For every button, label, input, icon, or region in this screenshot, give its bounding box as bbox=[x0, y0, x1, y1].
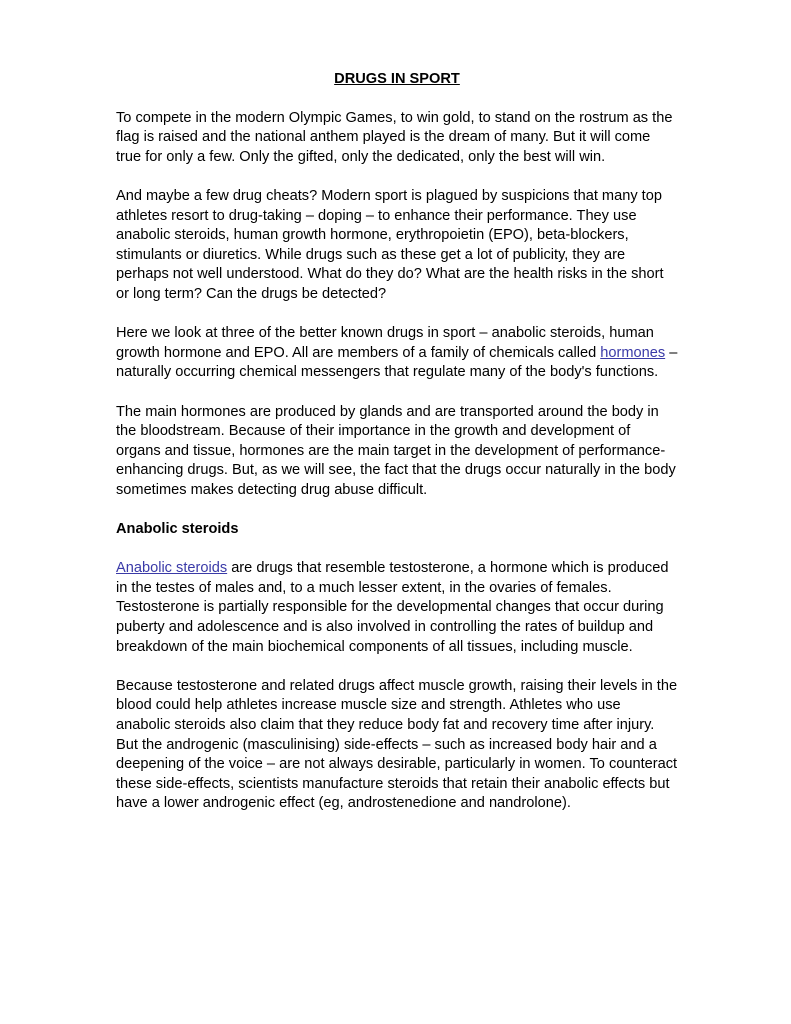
paragraph-anabolic-steroids bbox=[116, 559, 678, 657]
hormones-link[interactable]: hormones bbox=[600, 344, 666, 361]
paragraph-hormones-intro bbox=[116, 324, 678, 383]
document-title: DRUGS IN SPORT bbox=[334, 71, 460, 87]
anabolic-steroids-link[interactable]: Anabolic steroids bbox=[116, 560, 228, 577]
paragraph-testosterone-effects: Because testosterone and related drugs affect muscle growth, raising their levels in the blood could help athletes increase muscle size and strength. Athletes who use anabolic steroids also claim that they reduce body fat and recovery time after injury. But the androgenic (masculinising) side-effects – such as increased body hair and a deepening of the voice – are not always desirable, particularly in women. To counteract these side-effects, scientists manufacture steroids that retain their anabolic effects but have a lower androgenic effect (eg, androstenedione and nandrolone). bbox=[116, 677, 678, 812]
section-heading-anabolic-steroids: Anabolic steroids bbox=[116, 521, 239, 538]
document-page bbox=[116, 70, 678, 834]
paragraph-hormones-intro-text-end: – naturally occurring chemical messengers that regulate many of the body's functions. bbox=[116, 344, 678, 381]
paragraph-hormones-intro-text-start: Here we look at three of the better known drugs in sport – anabolic steroids, human growth hormone and EPO. All are members of a family of chemicals called bbox=[116, 325, 654, 361]
paragraph-anabolic-steroids-text: are drugs that resemble testosterone, a hormone which is produced in the testes of males and, to a much lesser extent, in the ovaries of females. Testosterone is partially responsible for the developmental changes that occur during puberty and adolescence and is also involved in controlling the rates of buildup and breakdown of the main biochemical components of all tissues, including muscle. bbox=[116, 560, 669, 655]
paragraph-drug-cheats: And maybe a few drug cheats? Modern sport is plagued by suspicions that many top athletes resort to drug-taking – doping – to enhance their performance. They use anabolic steroids, human growth hormone, erythropoietin (EPO), beta-blockers, stimulants or diuretics. While drugs such as these get a lot of publicity, they are perhaps not well understood. What do they do? What are the health risks in the short or long term? Can the drugs be detected? bbox=[116, 187, 664, 302]
paragraph-intro: To compete in the modern Olympic Games, to win gold, to stand on the rostrum as the flag is raised and the national anthem played is the dream of many. But it will come true for only a few. Only the gifted, only the dedicated, only the best will win. bbox=[116, 109, 673, 165]
paragraph-main-hormones: The main hormones are produced by glands and are transported around the body in the bloodstream. Because of their importance in the growth and development of organs and tissue, hormones are the main target in the development of performance-enhancing drugs. But, as we will see, the fact that the drugs occur naturally in the body sometimes makes detecting drug abuse difficult. bbox=[116, 403, 676, 498]
